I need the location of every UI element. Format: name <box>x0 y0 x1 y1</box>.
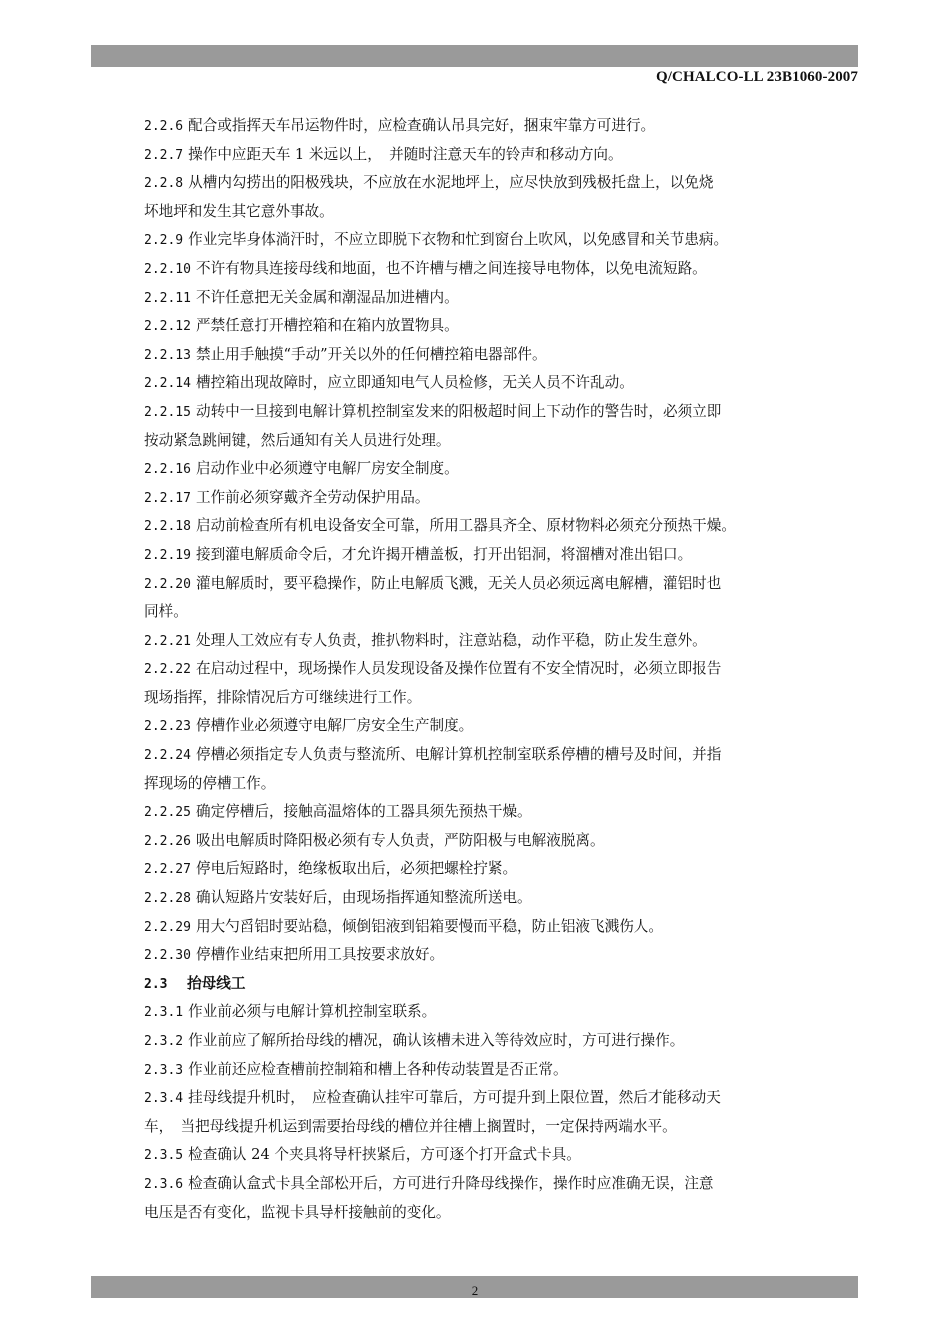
clause-number: 2.2.9 <box>144 233 184 249</box>
clause-number: 2.2.26 <box>144 833 191 849</box>
clause-text: 按动紧急跳闸键，然后通知有关人员进行处理。 <box>144 431 451 449</box>
clause-text: 工作前必须穿戴齐全劳动保护用品。 <box>195 488 430 506</box>
text-line <box>144 541 824 570</box>
clause-text: 作业前还应检查槽前控制箱和槽上各种传动装置是否正常。 <box>188 1060 568 1078</box>
text-line <box>144 1027 824 1056</box>
clause-number: 2.3.2 <box>144 1034 184 1049</box>
clause-text: 挂母线提升机时， 应检查确认挂牢可靠后，方可提升到上限位置，然后才能移动天 <box>188 1089 721 1107</box>
clause-text: 在启动过程中，现场操作人员发现设备及操作位置有不安全情况时，必须立即报告 <box>195 660 722 678</box>
text-line <box>144 169 824 198</box>
text-line <box>144 312 824 341</box>
clause-text: 作业完毕身体淌汗时，不应立即脱下衣物和忙到窗台上吹风，以免感冒和关节患病。 <box>188 231 729 249</box>
text-line <box>144 913 824 942</box>
clause-text: 操作中应距天车 1 米远以上， 并随时注意天车的铃声和移动方向。 <box>188 145 623 163</box>
clause-text: 挥现场的停槽工作。 <box>144 774 276 792</box>
clause-number: 2.3.6 <box>144 1176 184 1192</box>
clause-number: 2.2.29 <box>144 919 191 935</box>
clause-text: 禁止用手触摸“手动”开关以外的任何槽控箱电器部件。 <box>195 345 547 363</box>
clause-text: 车， 当把母线提升机运到需要抬母线的槽位并往槽上搁置时，一定保持两端水平。 <box>144 1117 677 1135</box>
clause-number: 2.3.4 <box>144 1091 184 1107</box>
clause-text: 启动前检查所有机电设备安全可靠，所用工器具齐全、原材物料必须充分预热干燥。 <box>195 517 736 535</box>
clause-number: 2.2.22 <box>144 662 191 678</box>
clause-number: 2.2.25 <box>144 805 191 821</box>
document-code: Q/CHALCO-LL 23B1060-2007 <box>656 69 858 85</box>
clause-text: 不许有物具连接母线和地面，也不许槽与槽之间连接导电物体，以免电流短路。 <box>195 259 707 277</box>
clause-number: 2.2.19 <box>144 547 191 563</box>
clause-text: 检查确认盒式卡具全部松开后，方可进行升降母线操作，操作时应准确无误，注意 <box>188 1174 714 1192</box>
clause-text: 不许任意把无关金属和潮湿品加进槽内。 <box>195 288 459 306</box>
clause-text: 动转中一旦接到电解计算机控制室发来的阳极超时间上下动作的警告时，必须立即 <box>195 402 722 420</box>
clause-text: 确定停槽后，接触高温熔体的工器具须先预热干燥。 <box>195 803 532 821</box>
text-line <box>144 141 824 170</box>
text-line <box>144 655 824 684</box>
text-line <box>144 1084 824 1113</box>
clause-text: 严禁任意打开槽控箱和在箱内放置物具。 <box>195 317 459 335</box>
clause-text: 同样。 <box>144 603 188 621</box>
text-line <box>144 455 824 484</box>
text-line <box>144 884 824 913</box>
document-body <box>144 112 824 1227</box>
clause-number: 2.2.23 <box>144 719 191 735</box>
clause-number: 2.2.27 <box>144 862 191 878</box>
text-line <box>144 741 824 770</box>
clause-text: 从槽内勾捞出的阳极残块，不应放在水泥地坪上，应尽快放到残极托盘上，以免烧 <box>188 174 714 192</box>
clause-number: 2.2.20 <box>144 576 191 592</box>
text-line <box>144 484 824 513</box>
text-line <box>144 627 824 656</box>
clause-text: 停槽作业必须遵守电解厂房安全生产制度。 <box>195 717 474 735</box>
text-line <box>144 855 824 884</box>
clause-number: 2.2.10 <box>144 261 191 277</box>
text-line <box>144 998 824 1027</box>
text-line <box>144 1056 824 1085</box>
clause-number: 2.3.1 <box>144 1005 184 1021</box>
clause-text: 启动作业中必须遵守电解厂房安全制度。 <box>195 460 459 478</box>
text-line <box>144 398 824 427</box>
section-heading <box>144 970 824 999</box>
clause-number: 2.2.18 <box>144 519 191 535</box>
clause-text: 处理人工效应有专人负责，推扒物料时，注意站稳，动作平稳，防止发生意外。 <box>195 631 707 649</box>
text-line <box>144 941 824 970</box>
text-line <box>144 226 824 255</box>
clause-number: 2.2.6 <box>144 119 184 134</box>
clause-number: 2.2.13 <box>144 347 191 363</box>
text-line <box>144 570 824 599</box>
text-line <box>144 369 824 398</box>
clause-text: 接到灌电解质命令后，才允许揭开槽盖板，打开出铝洞，将溜槽对准出铝口。 <box>195 545 693 563</box>
text-line <box>144 1170 824 1199</box>
text-line <box>144 798 824 827</box>
clause-number: 2.2.14 <box>144 376 191 392</box>
page-number: 2 <box>471 1283 479 1298</box>
clause-number: 2.3 <box>144 976 168 992</box>
text-line <box>144 598 824 627</box>
clause-number: 2.2.24 <box>144 748 191 764</box>
clause-text: 作业前必须与电解计算机控制室联系。 <box>188 1003 437 1021</box>
clause-number: 2.2.30 <box>144 948 191 964</box>
clause-text: 确认短路片安装好后，由现场指挥通知整流所送电。 <box>195 889 532 907</box>
clause-number: 2.2.16 <box>144 462 191 478</box>
clause-number: 2.2.12 <box>144 319 191 335</box>
clause-text: 坏地坪和发生其它意外事故。 <box>144 202 334 220</box>
clause-text: 停槽必须指定专人负责与整流所、电解计算机控制室联系停槽的槽号及时间，并指 <box>195 746 722 764</box>
text-line <box>144 712 824 741</box>
text-line <box>144 1199 824 1228</box>
text-line <box>144 341 824 370</box>
clause-text: 抬母线工 <box>172 974 246 992</box>
clause-number: 2.3.3 <box>144 1062 184 1078</box>
clause-text: 电压是否有变化，监视卡具导杆接触前的变化。 <box>144 1203 451 1221</box>
clause-text: 现场指挥，排除情况后方可继续进行工作。 <box>144 688 422 706</box>
clause-number: 2.2.28 <box>144 891 191 907</box>
clause-text: 停电后短路时，绝缘板取出后，必须把螺栓拧紧。 <box>195 860 518 878</box>
clause-text: 配合或指挥天车吊运物件时，应检查确认吊具完好，捆束牢靠方可进行。 <box>188 117 656 134</box>
text-line <box>144 684 824 713</box>
clause-text: 用大勺舀铝时要站稳，倾倒铝液到铝箱要慢而平稳，防止铝液飞溅伤人。 <box>195 917 663 935</box>
text-line <box>144 1113 824 1142</box>
clause-text: 吸出电解质时降阳极必须有专人负责，严防阳极与电解液脱离。 <box>195 831 605 849</box>
clause-number: 2.2.11 <box>144 290 191 306</box>
text-line <box>144 427 824 456</box>
clause-number: 2.2.21 <box>144 633 191 649</box>
clause-text: 灌电解质时，要平稳操作，防止电解质飞溅，无关人员必须远离电解槽，灌铝时也 <box>195 574 722 592</box>
text-line <box>144 512 824 541</box>
clause-number: 2.2.17 <box>144 490 191 506</box>
text-line <box>144 112 824 141</box>
text-line <box>144 827 824 856</box>
text-line <box>144 255 824 284</box>
text-line <box>144 198 824 227</box>
text-line <box>144 1141 824 1170</box>
clause-text: 检查确认 24 个夹具将导杆挟紧后，方可逐个打开盒式卡具。 <box>188 1146 581 1164</box>
clause-number: 2.2.7 <box>144 147 184 163</box>
clause-number: 2.3.5 <box>144 1148 184 1164</box>
clause-number: 2.2.8 <box>144 176 184 192</box>
text-line <box>144 284 824 313</box>
clause-text: 槽控箱出现故障时，应立即通知电气人员检修，无关人员不许乱动。 <box>195 374 634 392</box>
clause-text: 作业前应了解所抬母线的槽况，确认该槽未进入等待效应时，方可进行操作。 <box>188 1032 685 1049</box>
clause-number: 2.2.15 <box>144 404 191 420</box>
clause-text: 停槽作业结束把所用工具按要求放好。 <box>195 946 445 964</box>
text-line <box>144 770 824 799</box>
header-bar <box>91 45 858 67</box>
